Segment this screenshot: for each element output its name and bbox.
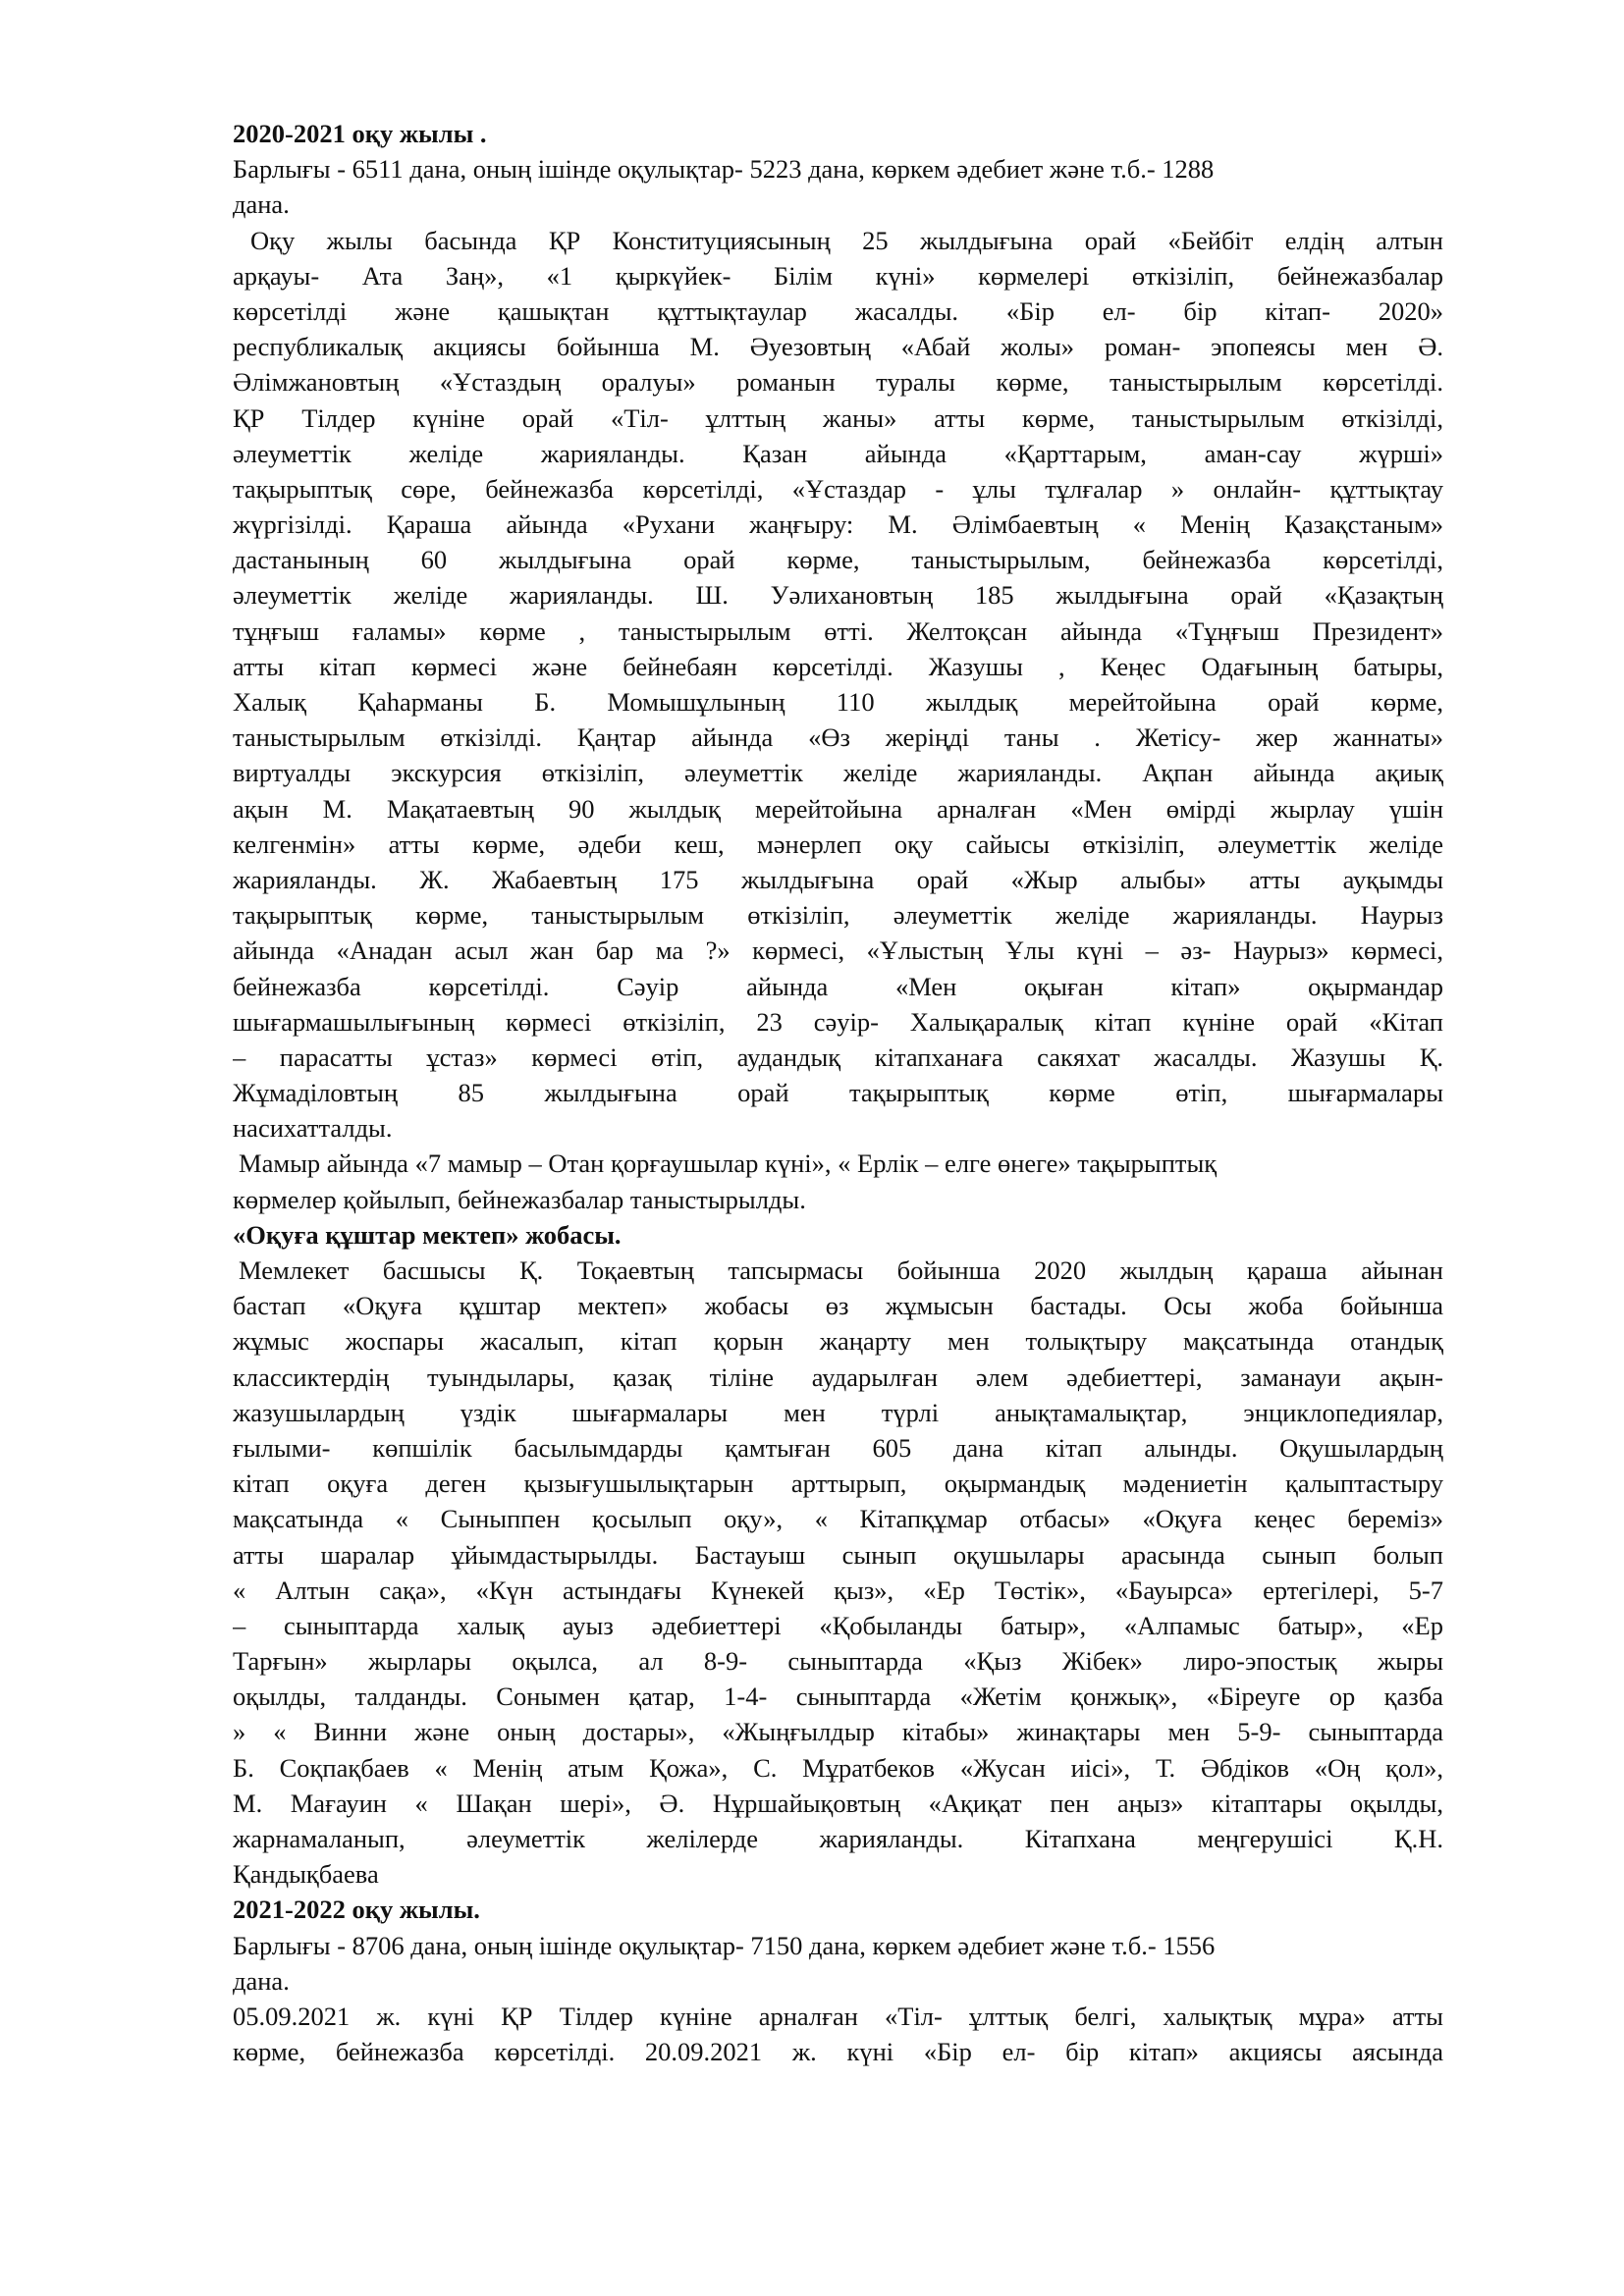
body-line: » « Винни және оның достары», «Жыңғылдыр кітабы» жинақтары мен 5-9- сыныптарда	[233, 1717, 1443, 1747]
body-line: Мемлекет басшысы Қ. Тоқаевтың тапсырмасы бойынша 2020 жылдың қараша айынан	[239, 1255, 1443, 1285]
body-line: бастап «Оқуға құштар мектеп» жобасы өз жұмысын бастады. Осы жоба бойынша	[233, 1291, 1443, 1321]
body-line: – парасатты ұстаз» көрмесі өтіп, аудандық кітапханаға сакяхат жасалды. Жазушы Қ.	[233, 1041, 1443, 1072]
body-line: әлеуметтік желіде жарияланды. Ш. Уәлихановтың 185 жылдығына орай «Қазақтың	[233, 580, 1443, 611]
body-line: ғылыми- көпшілік басылымдарды қамтыған 605 дана кітап алынды. Оқушылардың	[233, 1432, 1443, 1463]
body-line: жарияланды. Ж. Жабаевтың 175 жылдығына орай «Жыр алыбы» атты ауқымды	[233, 864, 1443, 894]
body-line: атты кітап көрмесі және бейнебаян көрсетілді. Жазушы , Кеңес Одағының батыры,	[233, 651, 1443, 681]
body-line: тақырыптық көрме, таныстырылым өткізіліп, әлеуметтік желіде жарияланды. Наурыз	[233, 900, 1443, 931]
body-line: – сыныптарда халық ауыз әдебиеттері «Қобыланды батыр», «Алпамыс батыр», «Ер	[233, 1610, 1443, 1640]
body-line: Тарғын» жырлары оқылса, ал 8-9- сыныптарда «Қыз Жібек» лиро-эпостық жыры	[233, 1646, 1443, 1677]
body-line: классиктердің туындылары, қазақ тіліне аударылған әлем әдебиеттері, заманауи ақын-	[233, 1362, 1443, 1392]
body-line: арқауы- Ата Заң», «1 қыркүйек- Білім күні» көрмелері өткізіліп, бейнежазбалар	[233, 260, 1443, 291]
body-line: виртуалды экскурсия өткізіліп, әлеуметтік желіде жарияланды. Ақпан айында ақиық	[233, 758, 1443, 788]
body-line: насихатталды.	[233, 1113, 393, 1144]
body-line: « Алтын сақа», «Күн астындағы Күнекей қыз», «Ер Төстік», «Бауырса» ертегілері, 5-7	[233, 1575, 1443, 1605]
body-line: Қандықбаева	[233, 1859, 379, 1890]
section-heading: «Оқуға құштар мектеп» жобасы.	[233, 1219, 622, 1250]
body-line: көрмелер қойылып, бейнежазбалар таныстырылды.	[233, 1184, 806, 1214]
body-line: келгенмін» атты көрме, әдеби кеш, мәнерлеп оқу сайысы өткізіліп, әлеуметтік желіде	[233, 828, 1443, 859]
body-line: ҚР Тілдер күніне орай «Тіл- ұлттың жаны» атты көрме, таныстырылым өткізілді,	[233, 402, 1443, 433]
body-line: тұңғыш ғаламы» көрме , таныстырылым өтті. Желтоқсан айында «Тұңғыш Президент»	[233, 615, 1443, 646]
body-line: ақын М. Мақатаевтың 90 жылдық мерейтойына арналған «Мен өмірді жырлау үшін	[233, 793, 1443, 824]
body-line: дастанының 60 жылдығына орай көрме, таныстырылым, бейнежазба көрсетілді,	[233, 545, 1443, 575]
body-line: Мамыр айында «7 мамыр – Отан қорғаушылар күні», « Ерлік – елге өнеге» тақырыптық	[239, 1148, 1218, 1179]
body-line: айында «Анадан асыл жан бар ма ?» көрмесі, «Ұлыстың Ұлы күні – әз- Наурыз» көрмесі,	[233, 935, 1443, 966]
summary-line: Барлығы - 8706 дана, оның ішінде оқулықтар- 7150 дана, көркем әдебиет және т.б.- 1556	[233, 1930, 1216, 1960]
body-line: таныстырылым өткізілді. Қаңтар айында «Өз жеріңді таны . Жетісу- жер жаннаты»	[233, 722, 1443, 753]
body-line: көрме, бейнежазба көрсетілді. 20.09.2021 ж. күні «Бір ел- бір кітап» акциясы аясында	[233, 2037, 1443, 2067]
body-line: көрсетілді және қашықтан құттықтаулар жасалды. «Бір ел- бір кітап- 2020»	[233, 295, 1443, 326]
body-line: оқылды, талданды. Сонымен қатар, 1-4- сыныптарда «Жетім қонжық», «Біреуге ор қазба	[233, 1682, 1443, 1712]
body-line: республикалық акциясы бойынша М. Әуезовтың «Абай жолы» роман- эпопеясы мен Ә.	[233, 332, 1443, 362]
section-heading: 2020-2021 оқу жылы .	[233, 119, 487, 148]
body-line: Әлімжановтың «Ұстаздың оралуы» романын туралы көрме, таныстырылым көрсетілді.	[233, 367, 1443, 398]
section-heading: 2021-2022 оқу жылы.	[233, 1895, 480, 1925]
body-line: әлеуметтік желіде жарияланды. Қазан айында «Қарттарым, аман-сау жүрші»	[233, 438, 1443, 468]
body-line: жазушылардың үздік шығармалары мен түрлі анықтамалықтар, энциклопедиялар,	[233, 1397, 1443, 1427]
body-line: кітап оқуға деген қызығушылықтарын арттырып, оқырмандық мәдениетін қалыптастыру	[233, 1468, 1443, 1499]
body-line: тақырыптық сөре, бейнежазба көрсетілді, «Ұстаздар - ұлы тұлғалар » онлайн- құттықтау	[233, 473, 1443, 504]
summary-line: дана.	[233, 1965, 290, 1996]
body-line: Оқу жылы басында ҚР Конституциясының 25 жылдығына орай «Бейбіт елдің алтын	[250, 225, 1443, 255]
summary-line: Барлығы - 6511 дана, оның ішінде оқулықтар- 5223 дана, көркем әдебиет және т.б.- 1288	[233, 154, 1215, 185]
body-line: атты шаралар ұйымдастырылды. Бастауыш сынып оқушылары арасында сынып болып	[233, 1539, 1443, 1570]
summary-line: дана.	[233, 189, 290, 220]
body-line: М. Мағауин « Шақан шері», Ә. Нұршайықовтың «Ақиқат пен аңыз» кітаптары оқылды,	[233, 1788, 1443, 1818]
body-line: бейнежазба көрсетілді. Сәуір айында «Мен оқыған кітап» оқырмандар	[233, 971, 1443, 1001]
body-line: мақсатында « Сыныппен қосылып оқу», « Кітапқұмар отбасы» «Оқуға кеңес береміз»	[233, 1504, 1443, 1534]
body-line: жарнамаланып, әлеуметтік желілерде жарияланды. Кітапхана меңгерушісі Қ.Н.	[233, 1824, 1443, 1853]
body-line: жұмыс жоспары жасалып, кітап қорын жаңарту мен толықтыру мақсатында отандық	[233, 1326, 1443, 1357]
body-line: 05.09.2021 ж. күні ҚР Тілдер күніне арналған «Тіл- ұлттық белгі, халықтық мұра» атты	[233, 2001, 1443, 2031]
document-page	[233, 116, 1443, 2069]
body-line: жүргізілді. Қараша айында «Рухани жаңғыру: М. Әлімбаевтың « Менің Қазақстаным»	[233, 509, 1443, 540]
body-line: шығармашылығының көрмесі өткізіліп, 23 сәуір- Халықаралық кітап күніне орай «Кітап	[233, 1006, 1443, 1037]
body-line: Б. Соқпақбаев « Менің атым Қожа», С. Мұратбеков «Жусан иісі», Т. Әбдіков «Оң қол»,	[233, 1752, 1443, 1783]
body-line: Жұмаділовтың 85 жылдығына орай тақырыптық көрме өтіп, шығармалары	[233, 1078, 1443, 1108]
body-line: Халық Қаһарманы Б. Момышұлының 110 жылдық мерейтойына орай көрме,	[233, 687, 1443, 717]
